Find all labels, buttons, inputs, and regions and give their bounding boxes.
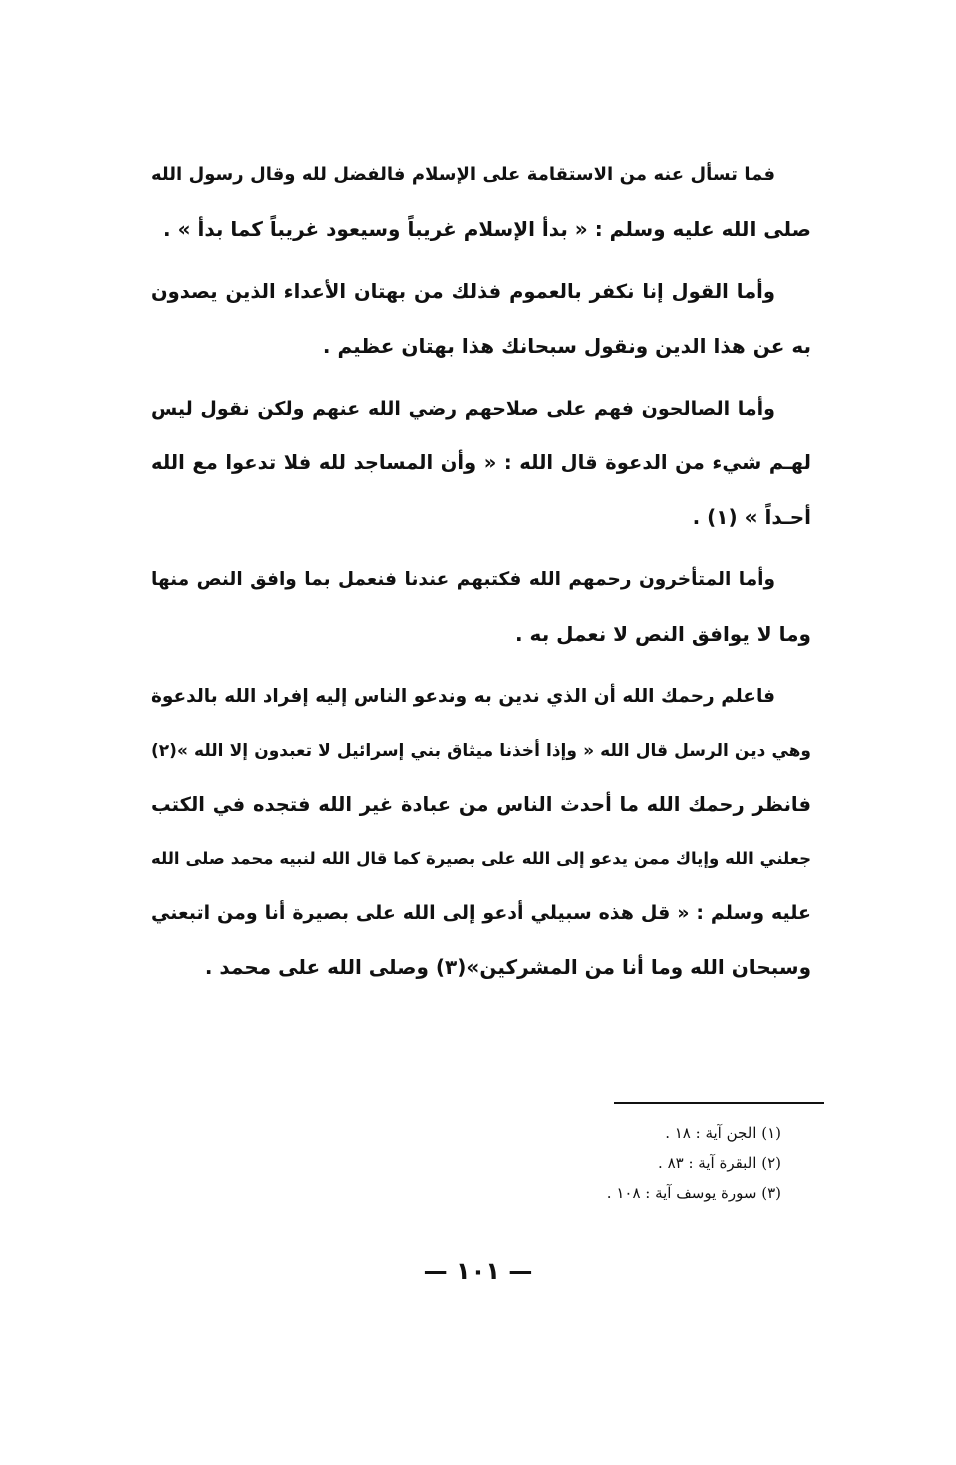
text-line: جعلني الله وإياك ممن يدعو إلى الله على بصيرة كما قال الله لنبيه محمد صلى الله (151, 849, 811, 868)
footnotes (521, 1118, 781, 1208)
text-line: وأما المتأخرون رحمهم الله فكتبهم عندنا فنعمل بما وافق النص منها (151, 569, 775, 590)
text-line: فاعلم رحمك الله أن الذي ندين به وندعو الناس إليه إفراد الله بالدعوة (151, 686, 775, 707)
paragraph-2 (151, 265, 811, 373)
text-line: وهي دين الرسل قال الله « وإذا أخذنا ميثاق بني إسرائيل لا تعبدون إلا الله »(٢) (151, 741, 811, 761)
text-line: عليه وسلم : « قل هذه سبيلي أدعو إلى الله على بصيرة أنا ومن اتبعني (151, 902, 811, 924)
text-line: به عن هذا الدين ونقول سبحانك هذا بهتان عظيم . (322, 334, 811, 358)
text-line: وسبحان الله وما أنا من المشركين»(٣) وصلى الله على محمد . (204, 955, 811, 979)
text-line: أحـداً » (١) . (692, 505, 811, 529)
page-number: — ١٠١ — (423, 1257, 533, 1285)
text-line: فما تسأل عنه من الاستقامة على الإسلام فالفضل لله وقال رسول الله (151, 164, 775, 185)
paragraph-3 (151, 382, 811, 544)
text-line: فانظر رحمك الله ما أحدث الناس من عبادة غير الله فتجده في الكتب (151, 793, 811, 816)
footnote-3: (٣) سورة يوسف آية : ١٠٨ . (606, 1184, 781, 1202)
text-line: وما لا يوافق النص لا نعمل به . (515, 622, 811, 646)
text-line: وأما الصالحون فهم على صلاحهم رضي الله عنهم ولكن نقول ليس (151, 398, 775, 420)
text-line: صلى الله عليه وسلم : « بدأ الإسلام غريباً وسيعود غريباً كما بدأ » . (163, 217, 811, 241)
text-line: لهـم شيء من الدعوة قال الله : « وأن المساجد لله فلا تدعوا مع الله (151, 451, 811, 474)
footnote-1: (١) الجن آية : ١٨ . (665, 1124, 781, 1142)
main-text (151, 148, 811, 994)
footnote-2: (٢) البقرة آية : ٨٣ . (658, 1154, 781, 1172)
paragraph-5 (151, 670, 811, 994)
paragraph-4 (151, 553, 811, 661)
paragraph-1 (151, 148, 811, 256)
text-line: وأما القول إنا نكفر بالعموم فذلك من بهتان الأعداء الذين يصدون (151, 280, 775, 303)
footnote-divider (614, 1102, 824, 1104)
